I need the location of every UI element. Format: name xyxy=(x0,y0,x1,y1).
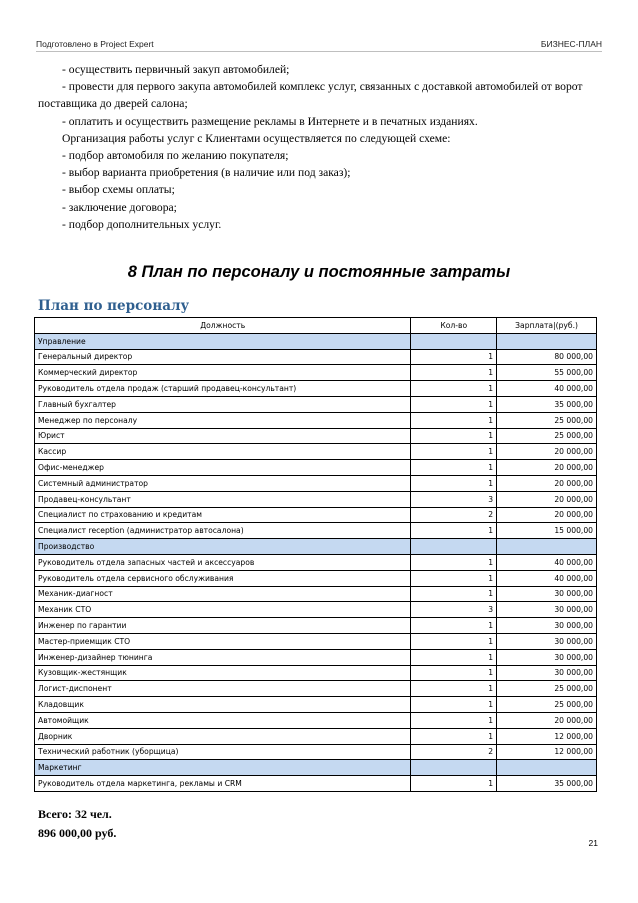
staff-plan-subtitle: План по персоналу xyxy=(38,298,190,314)
intro-line: - заключение договора; xyxy=(62,200,177,214)
table-row xyxy=(35,633,597,649)
count-cell: 1 xyxy=(411,475,497,491)
count-cell: 1 xyxy=(411,428,497,444)
category-empty-cell xyxy=(411,760,497,776)
intro-line: - выбор варианта приобретения (в наличие или под заказ); xyxy=(62,166,351,180)
intro-line: - осуществить первичный закуп автомобилей; xyxy=(62,63,290,76)
position-cell: Руководитель отдела продаж (старший продавец-консультант) xyxy=(35,381,411,397)
staff-table xyxy=(34,317,597,792)
category-name: Производство xyxy=(35,539,411,555)
table-row xyxy=(35,428,597,444)
salary-cell: 25 000,00 xyxy=(497,697,597,713)
count-cell: 1 xyxy=(411,412,497,428)
position-cell: Кладовщик xyxy=(35,697,411,713)
intro-line: - провести для первого закупа автомобилей комплекс услуг, связанных с доставкой автомобилей от ворот поставщика до дверей салона; xyxy=(38,80,583,111)
table-row xyxy=(35,776,597,792)
category-empty-cell xyxy=(497,539,597,555)
position-cell: Мастер-приемщик СТО xyxy=(35,633,411,649)
count-cell: 3 xyxy=(411,602,497,618)
count-cell: 1 xyxy=(411,712,497,728)
count-cell: 1 xyxy=(411,523,497,539)
page-number: 21 xyxy=(588,838,598,848)
salary-cell: 55 000,00 xyxy=(497,365,597,381)
total-amount: 896 000,00 руб. xyxy=(38,826,117,840)
position-cell: Технический работник (уборщица) xyxy=(35,744,411,760)
position-cell: Специалист reception (администратор автосалона) xyxy=(35,523,411,539)
count-cell: 1 xyxy=(411,618,497,634)
position-cell: Дворник xyxy=(35,728,411,744)
table-row xyxy=(35,460,597,476)
count-cell: 1 xyxy=(411,365,497,381)
salary-cell: 40 000,00 xyxy=(497,554,597,570)
salary-cell: 30 000,00 xyxy=(497,633,597,649)
salary-cell: 30 000,00 xyxy=(497,586,597,602)
salary-cell: 35 000,00 xyxy=(497,776,597,792)
table-row xyxy=(35,665,597,681)
table-row xyxy=(35,507,597,523)
salary-cell: 80 000,00 xyxy=(497,349,597,365)
salary-cell: 20 000,00 xyxy=(497,491,597,507)
total-people: Всего: 32 чел. xyxy=(38,807,112,821)
position-cell: Руководитель отдела маркетинга, рекламы и CRM xyxy=(35,776,411,792)
count-cell: 2 xyxy=(411,507,497,523)
header-right-text: БИЗНЕС-ПЛАН xyxy=(540,39,602,49)
table-header-row xyxy=(35,318,597,334)
position-cell: Автомойщик xyxy=(35,712,411,728)
position-cell: Продавец-консультант xyxy=(35,491,411,507)
totals xyxy=(38,805,116,843)
header-left-text: Подготовлено в Project Expert xyxy=(36,39,154,49)
table-row xyxy=(35,744,597,760)
count-cell: 2 xyxy=(411,744,497,760)
intro-line: - выбор схемы оплаты; xyxy=(62,183,175,197)
salary-cell: 20 000,00 xyxy=(497,712,597,728)
count-cell: 1 xyxy=(411,697,497,713)
salary-cell: 30 000,00 xyxy=(497,665,597,681)
count-cell: 1 xyxy=(411,649,497,665)
position-cell: Инженер-дизайнер тюнинга xyxy=(35,649,411,665)
position-cell: Менеджер по персоналу xyxy=(35,412,411,428)
salary-cell: 25 000,00 xyxy=(497,428,597,444)
intro-line: - оплатить и осуществить размещение рекламы в Интернете и в печатных изданиях. xyxy=(62,114,478,128)
column-header-salary: Зарплата|(руб.) xyxy=(497,318,597,334)
position-cell: Офис-менеджер xyxy=(35,460,411,476)
section-title: 8 План по персоналу и постоянные затраты xyxy=(127,263,511,281)
count-cell: 1 xyxy=(411,460,497,476)
count-cell: 1 xyxy=(411,570,497,586)
salary-cell: 12 000,00 xyxy=(497,744,597,760)
table-row xyxy=(35,396,597,412)
intro-line: Организация работы услуг с Клиентами осуществляется по следующей схеме: xyxy=(62,131,451,145)
table-row xyxy=(35,349,597,365)
position-cell: Главный бухгалтер xyxy=(35,396,411,412)
salary-cell: 40 000,00 xyxy=(497,381,597,397)
category-empty-cell xyxy=(411,333,497,349)
table-row xyxy=(35,523,597,539)
table-category-row xyxy=(35,539,597,555)
category-name: Управление xyxy=(35,333,411,349)
table-row xyxy=(35,412,597,428)
column-header-position: Должность xyxy=(35,318,411,334)
salary-cell: 40 000,00 xyxy=(497,570,597,586)
count-cell: 1 xyxy=(411,665,497,681)
table-row xyxy=(35,712,597,728)
intro-line: - подбор автомобиля по желанию покупателя; xyxy=(62,149,289,163)
intro-text xyxy=(38,61,600,233)
salary-cell: 20 000,00 xyxy=(497,444,597,460)
position-cell: Генеральный директор xyxy=(35,349,411,365)
count-cell: 1 xyxy=(411,381,497,397)
position-cell: Руководитель отдела запасных частей и аксессуаров xyxy=(35,554,411,570)
salary-cell: 35 000,00 xyxy=(497,396,597,412)
count-cell: 1 xyxy=(411,586,497,602)
salary-cell: 20 000,00 xyxy=(497,460,597,476)
category-name: Маркетинг xyxy=(35,760,411,776)
table-row xyxy=(35,491,597,507)
salary-cell: 30 000,00 xyxy=(497,649,597,665)
table-category-row xyxy=(35,760,597,776)
table-row xyxy=(35,381,597,397)
salary-cell: 20 000,00 xyxy=(497,475,597,491)
table-row xyxy=(35,602,597,618)
salary-cell: 30 000,00 xyxy=(497,618,597,634)
table-category-row xyxy=(35,333,597,349)
category-empty-cell xyxy=(411,539,497,555)
position-cell: Системный администратор xyxy=(35,475,411,491)
table-row xyxy=(35,554,597,570)
table-row xyxy=(35,649,597,665)
position-cell: Специалист по страхованию и кредитам xyxy=(35,507,411,523)
count-cell: 1 xyxy=(411,776,497,792)
table-row xyxy=(35,475,597,491)
position-cell: Логист-диспонент xyxy=(35,681,411,697)
position-cell: Кассир xyxy=(35,444,411,460)
salary-cell: 20 000,00 xyxy=(497,507,597,523)
position-cell: Юрист xyxy=(35,428,411,444)
salary-cell: 12 000,00 xyxy=(497,728,597,744)
table-row xyxy=(35,570,597,586)
category-empty-cell xyxy=(497,760,597,776)
count-cell: 1 xyxy=(411,444,497,460)
salary-cell: 30 000,00 xyxy=(497,602,597,618)
position-cell: Руководитель отдела сервисного обслуживания xyxy=(35,570,411,586)
count-cell: 1 xyxy=(411,554,497,570)
position-cell: Коммерческий директор xyxy=(35,365,411,381)
count-cell: 3 xyxy=(411,491,497,507)
page-header xyxy=(36,36,602,52)
table-row xyxy=(35,728,597,744)
table-row xyxy=(35,618,597,634)
table-row xyxy=(35,697,597,713)
position-cell: Механик-диагност xyxy=(35,586,411,602)
count-cell: 1 xyxy=(411,681,497,697)
count-cell: 1 xyxy=(411,396,497,412)
count-cell: 1 xyxy=(411,349,497,365)
table-row xyxy=(35,681,597,697)
category-empty-cell xyxy=(497,333,597,349)
salary-cell: 25 000,00 xyxy=(497,681,597,697)
position-cell: Кузовщик-жестянщик xyxy=(35,665,411,681)
table-row xyxy=(35,586,597,602)
position-cell: Инженер по гарантии xyxy=(35,618,411,634)
count-cell: 1 xyxy=(411,728,497,744)
count-cell: 1 xyxy=(411,633,497,649)
column-header-count: Кол-во xyxy=(411,318,497,334)
position-cell: Механик СТО xyxy=(35,602,411,618)
staff-table-body xyxy=(35,333,597,791)
intro-line: - подбор дополнительных услуг. xyxy=(62,217,222,231)
table-row xyxy=(35,444,597,460)
salary-cell: 15 000,00 xyxy=(497,523,597,539)
salary-cell: 25 000,00 xyxy=(497,412,597,428)
table-row xyxy=(35,365,597,381)
